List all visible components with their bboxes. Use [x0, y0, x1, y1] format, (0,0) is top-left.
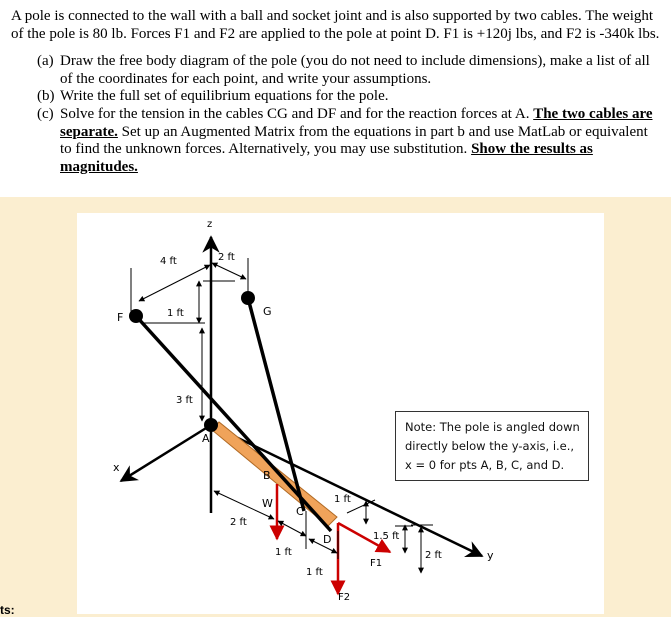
x-axis-label: x — [113, 461, 120, 474]
dim-4ft-label: 4 ft — [160, 256, 177, 267]
corner-text: ts: — [0, 603, 15, 617]
point-a-marker — [204, 418, 218, 432]
part-a-text: Draw the free body diagram of the pole (you do not need to include dimensions), make a list of all of the coordinates for each point, and write your assumptions. — [60, 53, 650, 87]
part-c-bold-1: The two cables are separate. — [60, 105, 653, 140]
dim-1ft-upper-label: 1 ft — [167, 308, 184, 319]
part-b-label: (b) — [37, 88, 55, 105]
point-c-label: C — [296, 505, 304, 518]
dim-1ft-a-label: 1 ft — [275, 547, 292, 558]
point-g-label: G — [263, 305, 272, 318]
y-axis-label: y — [487, 549, 494, 562]
dim-1-5ft-label: 1.5 ft — [373, 531, 400, 542]
part-b — [11, 88, 661, 106]
problem-parts — [11, 53, 661, 176]
x-axis — [121, 425, 211, 481]
part-a-label: (a) — [37, 53, 54, 70]
force-w-label: W — [262, 497, 273, 510]
dim-1ft-a-line — [278, 521, 306, 536]
point-d-label: D — [323, 533, 332, 546]
point-b-label: B — [263, 469, 271, 482]
note-box: Note: The pole is angled down directly below the y-axis, i.e., x = 0 for pts A, B, C, and D. — [395, 411, 589, 481]
point-g-marker — [241, 291, 255, 305]
part-c-text-2: Set up an Augmented Matrix from the equations in part b and use MatLab or equivalent to find the unknown forces. Alternatively, you may use substitution. — [60, 123, 648, 158]
part-b-text: Write the full set of equilibrium equations for the pole. — [60, 88, 389, 105]
problem-statement — [0, 0, 671, 197]
z-axis-label: z — [207, 219, 213, 230]
part-c-bold-2: Show the results as magnitudes. — [60, 141, 593, 175]
pole-diagram — [77, 213, 604, 614]
dim-2ft-right-label: 2 ft — [425, 550, 442, 561]
dim-3ft-label: 3 ft — [176, 395, 193, 406]
dim-2ft-left-label: 2 ft — [230, 517, 247, 528]
dim-1ft-c-label: 1 ft — [334, 494, 351, 505]
dim-2ft-top-label: 2 ft — [218, 252, 235, 263]
pole — [212, 422, 337, 526]
part-c-label: (c) — [37, 105, 54, 122]
ext-1ft-c — [347, 500, 375, 513]
problem-intro: A pole is connected to the wall with a ball and socket joint and is also supported by two cables. The weight of the pole is 80 lb. Forces F1 and F2 are applied to the pole at point D. F1 is +120j lbs, and F2 is -340k lbs. — [11, 8, 660, 42]
part-c — [11, 106, 661, 176]
point-f-label: F — [117, 311, 124, 324]
force-f2-label: F2 — [338, 592, 351, 603]
part-a — [11, 53, 661, 88]
part-c-text-1: Solve for the tension in the cables CG and DF and for the reaction forces at A. — [60, 105, 534, 122]
point-a-label: A — [202, 432, 210, 445]
dim-2ft-top-line — [212, 263, 246, 279]
dim-1ft-b-label: 1 ft — [306, 567, 323, 578]
force-f1-label: F1 — [370, 558, 383, 569]
